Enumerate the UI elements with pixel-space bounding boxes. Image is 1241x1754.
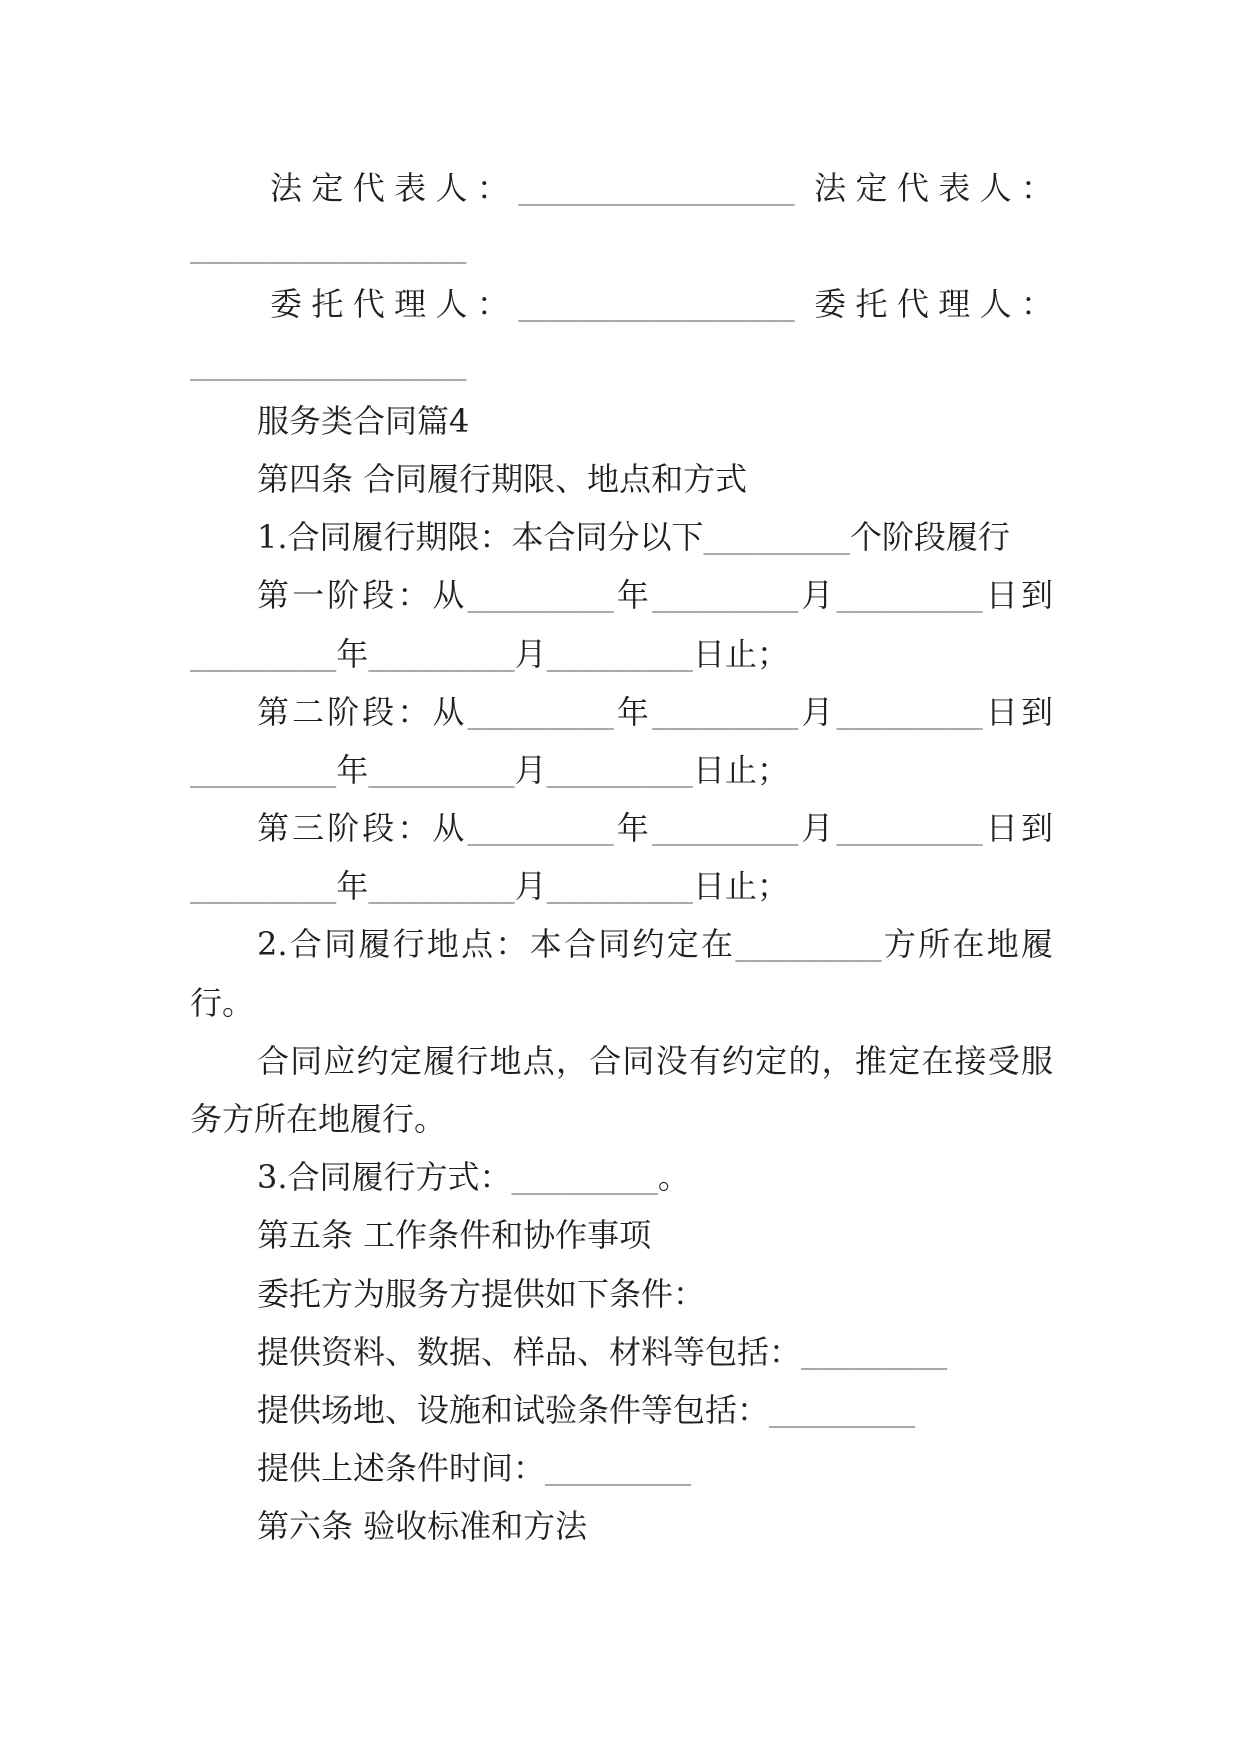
blank-field: _________ xyxy=(735,931,882,963)
legal-representative-blank-line xyxy=(190,217,1053,275)
performance-place-line: 2.合同履行地点：本合同约定在_________方所在地履 xyxy=(257,925,1053,964)
blank-field: _________ xyxy=(467,698,614,730)
stage-1-end-line: _________年_________月_________日止； xyxy=(190,634,789,673)
blank-field: _________ xyxy=(511,1164,658,1196)
blank-field: _________ xyxy=(190,756,337,788)
article-6-heading: 第六条 验收标准和方法 xyxy=(257,1507,588,1546)
article-5-heading: 第五条 工作条件和协作事项 xyxy=(257,1216,652,1255)
blank-field: _________ xyxy=(546,873,693,905)
stage-3-line: 第三阶段：从_________年_________月_________日到 xyxy=(257,809,1053,848)
place-note-line: 合同应约定履行地点，合同没有约定的，推定在接受服 xyxy=(257,1041,1053,1080)
blank-field: _________ xyxy=(652,815,799,847)
blank-field: _________ xyxy=(836,698,983,730)
stage-3-end-line: _________年_________月_________日止； xyxy=(190,867,789,906)
performance-method-line: 3.合同履行方式：_________。 xyxy=(257,1158,690,1197)
blank-field: _________ xyxy=(467,582,614,614)
blank-field: _________ xyxy=(769,1396,916,1428)
condition-item: 提供上述条件时间：_________ xyxy=(257,1449,692,1488)
place-note-continuation: 务方所在地履行。 xyxy=(190,1100,447,1138)
stage-2-line: 第二阶段：从_________年_________月_________日到 xyxy=(257,692,1053,731)
blank-field: _________ xyxy=(652,698,799,730)
blank-field: _________ xyxy=(836,815,983,847)
performance-place-continuation: 行。 xyxy=(190,983,255,1022)
authorized-agent-blank-line xyxy=(190,334,1053,392)
condition-item: 提供资料、数据、样品、材料等包括：_________ xyxy=(257,1332,948,1371)
authorized-agent-line: 委托代理人：_________________ 委托代理人： xyxy=(270,285,1053,324)
performance-term-line: 1.合同履行期限：本合同分以下_________个阶段履行 xyxy=(257,518,1010,557)
blank-field: _________________ xyxy=(518,175,795,206)
blank-field: _________ xyxy=(368,756,515,788)
blank-field: _________ xyxy=(703,524,850,556)
condition-item: 提供场地、设施和试验条件等包括：_________ xyxy=(257,1390,916,1429)
blank-field: _________________ xyxy=(190,233,467,265)
blank-field: _________ xyxy=(545,1455,692,1487)
stage-2-end-line: _________年_________月_________日止； xyxy=(190,750,789,789)
section-title: 服务类合同篇4 xyxy=(257,401,470,440)
blank-field: _________ xyxy=(190,873,337,905)
legal-representative-line: 法定代表人：_________________ 法定代表人： xyxy=(270,169,1053,207)
blank-field: _________ xyxy=(801,1338,948,1370)
blank-field: _________________ xyxy=(190,349,467,381)
blank-field: _________ xyxy=(546,640,693,672)
blank-field: _________ xyxy=(368,640,515,672)
stage-1-line: 第一阶段：从_________年_________月_________日到 xyxy=(257,576,1053,615)
blank-field: _________ xyxy=(467,815,614,847)
blank-field: _________ xyxy=(190,640,337,672)
conditions-intro: 委托方为服务方提供如下条件： xyxy=(257,1274,706,1313)
blank-field: _________ xyxy=(546,756,693,788)
blank-field: _________ xyxy=(836,582,983,614)
blank-field: _________ xyxy=(368,873,515,905)
article-4-heading: 第四条 合同履行期限、地点和方式 xyxy=(257,459,748,498)
blank-field: _________ xyxy=(652,582,799,614)
blank-field: _________________ xyxy=(518,291,795,323)
document-body xyxy=(190,159,1053,1556)
